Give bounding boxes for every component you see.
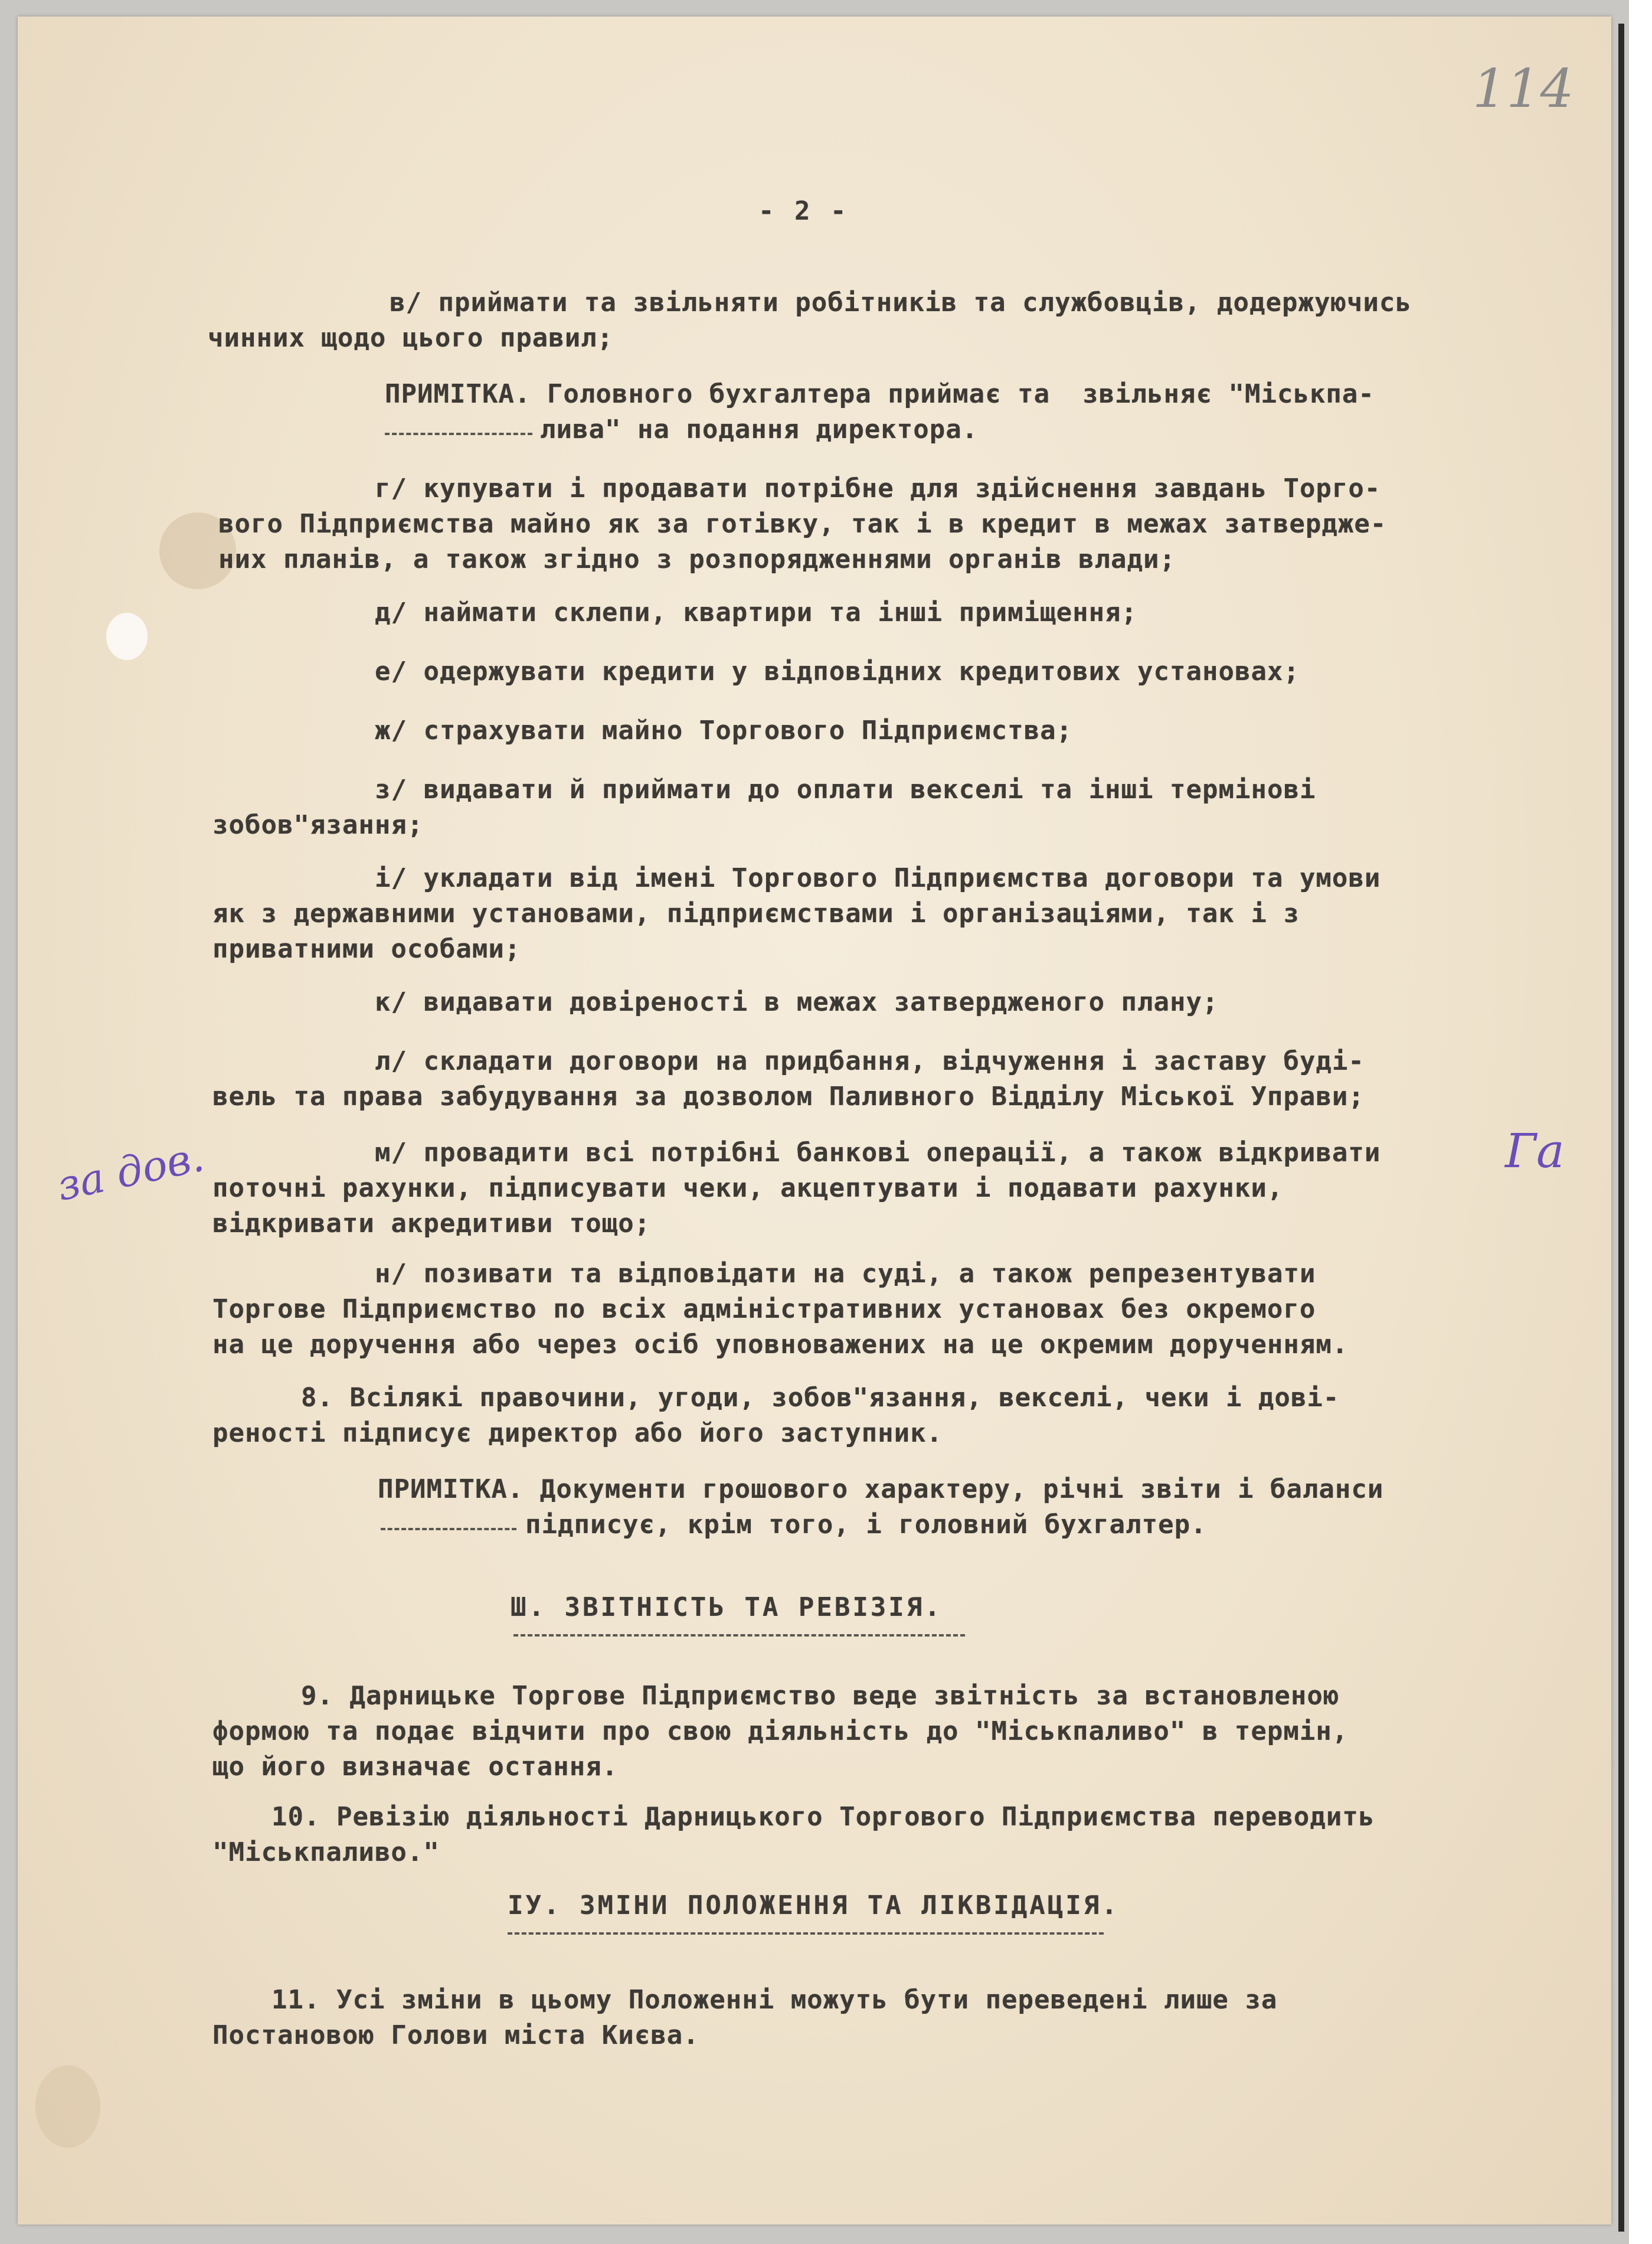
text-line: д/ наймати склепи, квартири та інші приміщення; [375, 597, 1138, 628]
text-line: реності підписує директор або його заступник. [212, 1418, 943, 1448]
text-line: вель та права забудування за дозволом Паливного Відділу Міської Управи; [212, 1082, 1365, 1112]
margin-note-left: за дов. [53, 1132, 208, 1211]
text-line: підписує, крім того, і головний бухгалтер. [525, 1510, 1207, 1540]
folio-number: 114 [1473, 58, 1574, 120]
text-line: 11. Усі зміни в цьому Положенні можуть бути переведені лише за [271, 1985, 1278, 2015]
note-label-line: ПРИМІТКА. Головного бухгалтера приймає та звільняє "Міськпа- [385, 379, 1375, 409]
text-line: вого Підприємства майно як за готівку, так і в кредит в межах затвердже- [218, 509, 1387, 539]
text-line: на це доручення або через осіб уповноважених на це окремим дорученням. [212, 1330, 1349, 1360]
text-line: з/ видавати й приймати до оплати векселі та інші термінові [375, 775, 1316, 805]
document-page [18, 17, 1611, 2225]
text-line: них планів, а також згідно з розпорядженнями органів влади; [218, 544, 1176, 574]
dashed-underline [381, 1528, 516, 1530]
text-line: чинних щодо цього правил; [208, 323, 614, 353]
text-line: і/ укладати від імені Торгового Підприємства договори та умови [375, 863, 1381, 893]
scan-edge [1618, 24, 1624, 2232]
text-line: Торгове Підприємство по всіх адміністративних установах без окремого [212, 1294, 1316, 1324]
text-line: що його визначає остання. [212, 1752, 619, 1782]
section-heading: ІУ. ЗМІНИ ПОЛОЖЕННЯ ТА ЛІКВІДАЦІЯ. [508, 1890, 1120, 1920]
paper-stain [35, 2065, 100, 2148]
section-heading: Ш. ЗВІТНІСТЬ ТА РЕВІЗІЯ. [511, 1592, 943, 1622]
dashed-underline [385, 433, 532, 435]
text-line: лива" на подання директора. [540, 414, 979, 445]
text-line: як з державними установами, підприємствами і організаціями, так і з [212, 899, 1300, 929]
text-line: н/ позивати та відповідати на суді, а також репрезентувати [375, 1259, 1316, 1289]
text-line: зобов"язання; [212, 810, 424, 840]
text-line: м/ провадити всі потрібні банкові операції, а також відкривати [375, 1138, 1381, 1168]
text-line: поточні рахунки, підписувати чеки, акцептувати і подавати рахунки, [212, 1173, 1284, 1203]
margin-note-right: Га [1505, 1123, 1565, 1178]
text-line: к/ видавати довіреності в межах затвердженого плану; [375, 987, 1219, 1017]
page-number: - 2 - [758, 196, 849, 226]
text-line: формою та подає відчити про свою діяльність до "Міськпаливо" в термін, [212, 1716, 1349, 1746]
text-line: л/ складати договори на придбання, відчуження і заставу буді- [375, 1046, 1365, 1076]
text-line: Постановою Голови міста Києва. [212, 2020, 699, 2050]
text-line: в/ приймати та звільняти робітників та службовців, додержуючись [390, 288, 1412, 318]
note-label-line: ПРИМІТКА. Документи грошового характеру, річні звіти і баланси [378, 1474, 1384, 1504]
text-line: ж/ страхувати майно Торгового Підприємства; [375, 716, 1073, 746]
heading-underline [508, 1932, 1104, 1935]
text-line: е/ одержувати кредити у відповідних кредитових установах; [375, 656, 1300, 687]
text-line: 10. Ревізію діяльності Дарницького Торгового Підприємства переводить [271, 1802, 1375, 1832]
text-line: "Міськпаливо." [212, 1837, 440, 1867]
heading-underline [513, 1634, 965, 1637]
text-line: відкривати акредитиви тощо; [212, 1208, 651, 1239]
punch-hole [106, 613, 148, 660]
text-line: 8. Всілякі правочини, угоди, зобов"язання, векселі, чеки і дові- [301, 1383, 1340, 1413]
text-line: 9. Дарницьке Торгове Підприємство веде звітність за встановленою [301, 1681, 1340, 1711]
text-line: г/ купувати і продавати потрібне для здійснення завдань Торго- [375, 473, 1381, 504]
text-line: приватними особами; [212, 934, 521, 964]
